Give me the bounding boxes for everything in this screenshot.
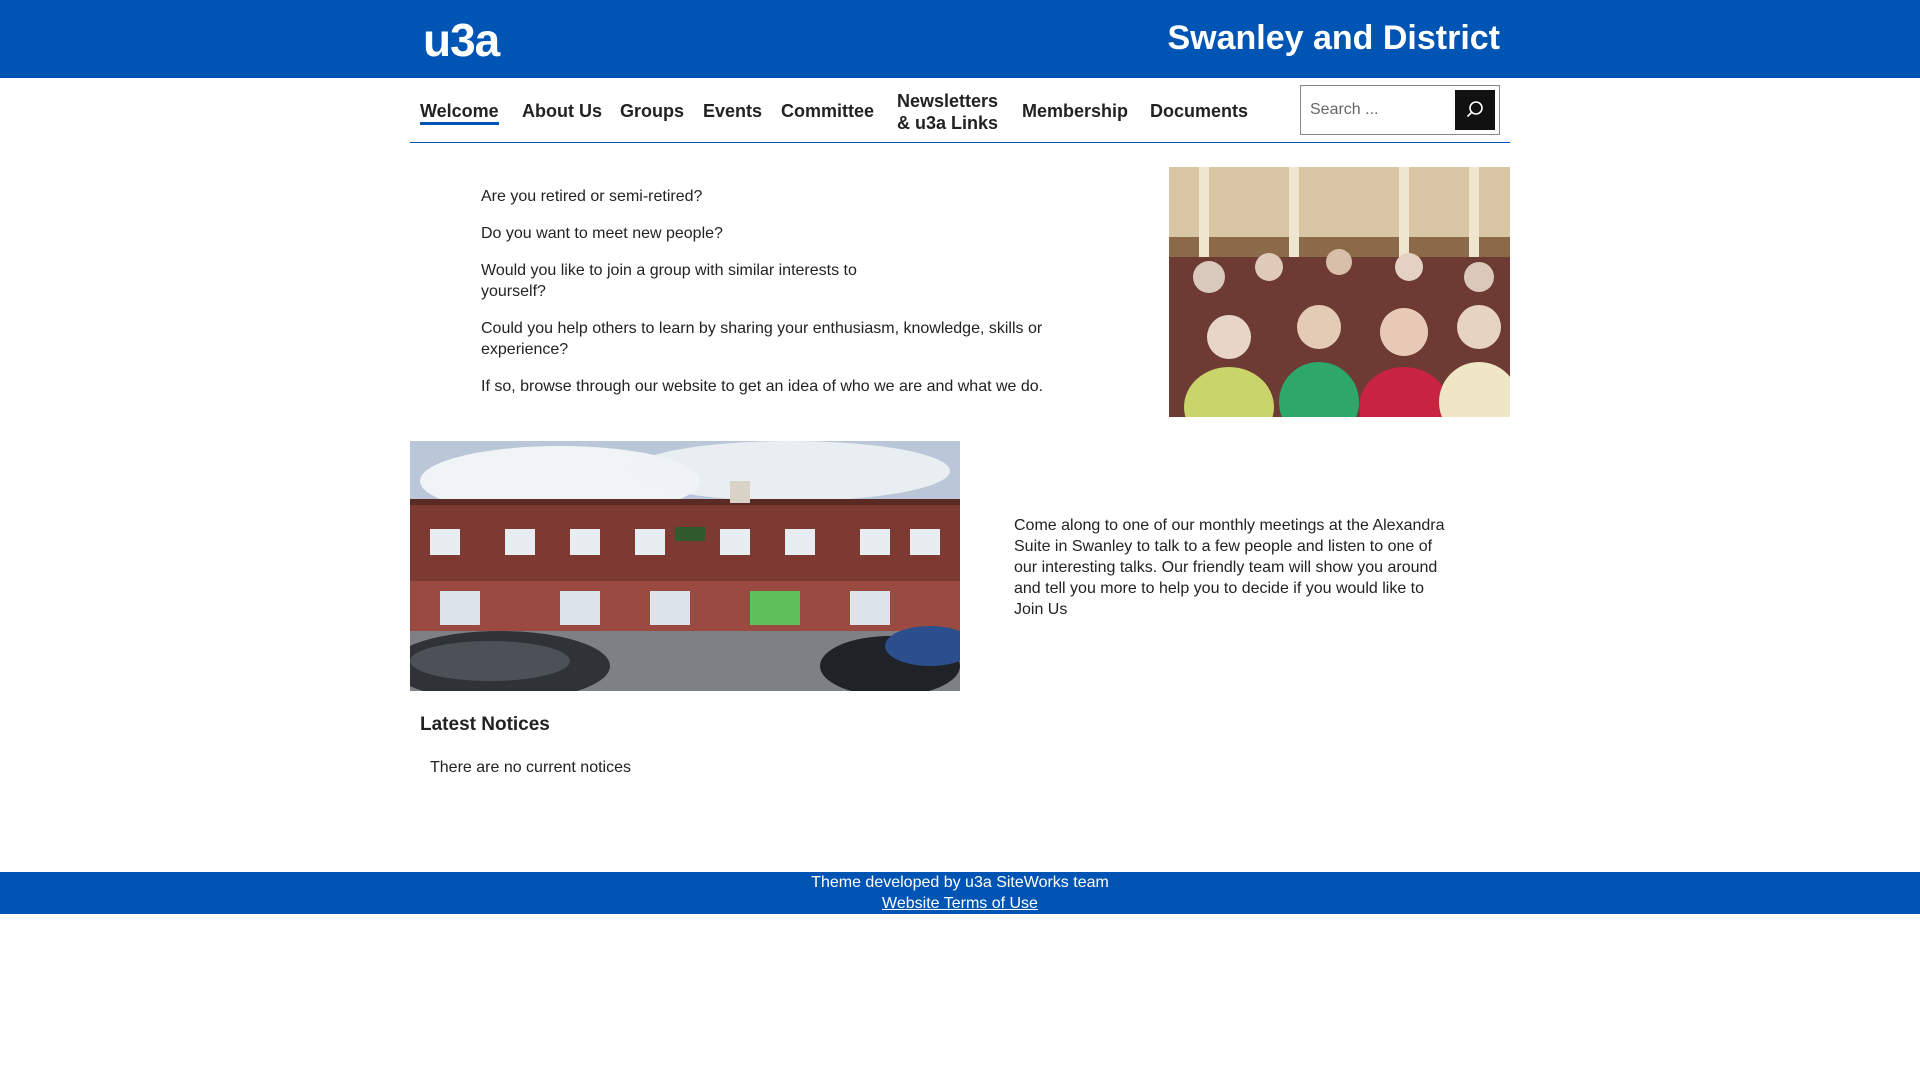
no-notices-message: There are no current notices [430,759,631,776]
intro-line-1: Are you retired or semi-retired? [481,188,703,205]
nav-item-newsletters-line1: Newsletters [897,91,999,111]
site-title[interactable]: Swanley and District [1167,19,1500,57]
intro-line-5: If so, browse through our website to get an idea of who we are and what we do. [481,378,1044,395]
nav-item-documents[interactable]: Documents [1150,101,1249,121]
site-footer [0,872,1920,914]
nav-item-membership[interactable]: Membership [1022,101,1129,121]
terms-of-use-link[interactable]: Website Terms of Use [882,895,1038,912]
search-icon [1455,90,1495,130]
search-button[interactable] [1455,90,1495,130]
search-form [1300,85,1500,135]
intro-line-2: Do you want to meet new people? [481,225,723,242]
nav-item-events[interactable]: Events [703,101,763,121]
nav-item-newsletters-line2: & u3a Links [897,113,999,133]
intro-line-3: Would you like to join a group with similar interests to yourself? [481,262,857,300]
alexandra-suite-building-photo [410,441,960,691]
u3a-logo[interactable]: u3a [423,14,500,66]
nav-item-groups[interactable]: Groups [620,101,685,121]
intro-text [481,186,1081,413]
footer-credit: Theme developed by u3a SiteWorks team [811,874,1109,891]
nav-item-newsletters[interactable] [897,90,998,134]
search-input[interactable] [1305,90,1455,130]
nav-item-committee[interactable]: Committee [781,101,875,121]
nav-item-welcome[interactable]: Welcome [420,100,499,125]
site-header [0,0,1920,78]
monthly-meetings-text: Come along to one of our monthly meetings at the Alexandra Suite in Swanley to talk to a few people and listen to one of our interesting talks. Our friendly team will show you around and tell you more to help you to decide if you would like to Join Us [1014,517,1445,618]
intro-line-4: Could you help others to learn by sharing your enthusiasm, knowledge, skills or experience? [481,320,1043,358]
meeting-audience-photo [1169,167,1510,417]
nav-item-about-us[interactable]: About Us [522,101,602,121]
latest-notices-heading: Latest Notices [420,714,550,735]
